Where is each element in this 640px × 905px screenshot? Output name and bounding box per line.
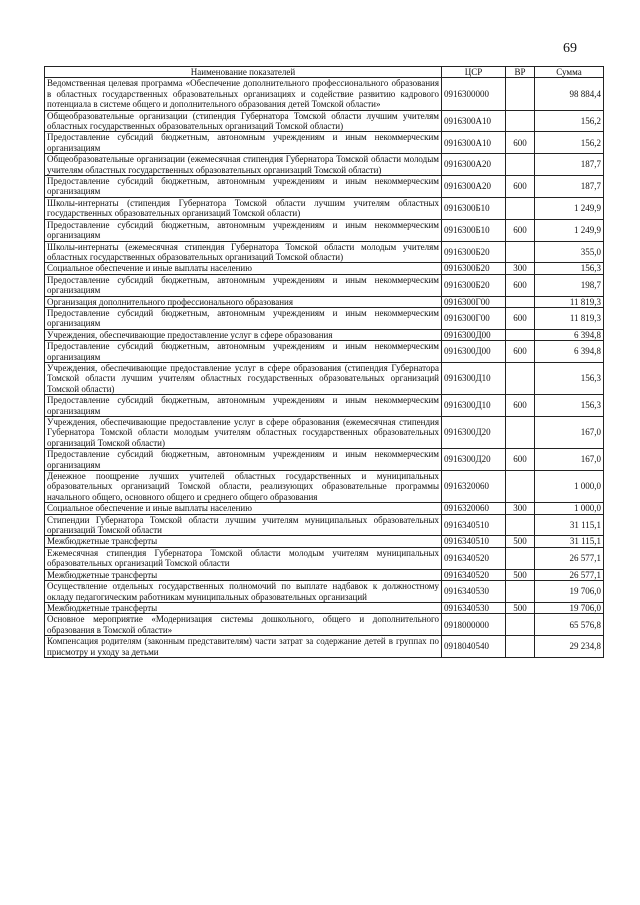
row-name-cell: Денежное поощрение лучших учителей областных государственных и муниципальных образовательных организаций Томской области, реализующих образовательные программы начального общего, основного общего и среднего общего образования: [45, 471, 442, 503]
row-csr-cell: 0916320060: [442, 471, 506, 503]
table-row: [45, 296, 604, 307]
row-sum-cell: 156,2: [535, 110, 604, 132]
row-name-cell: Общеобразовательные организации (стипендия Губернатора Томской области лучшим учителям областных государственных образовательных организаций Томской области): [45, 110, 442, 132]
column-header-sum: Сумма: [535, 67, 604, 78]
row-csr-cell: 0916300Д00: [442, 329, 506, 340]
table-row: [45, 219, 604, 241]
row-sum-cell: 1 249,9: [535, 219, 604, 241]
page-number: 69: [563, 41, 577, 56]
table-row: [45, 263, 604, 274]
row-vr-cell: [506, 417, 535, 449]
row-csr-cell: 0916300Б10: [442, 197, 506, 219]
row-csr-cell: 0916320060: [442, 503, 506, 514]
row-csr-cell: 0916300Д00: [442, 341, 506, 363]
row-sum-cell: 167,0: [535, 449, 604, 471]
column-header-csr: ЦСР: [442, 67, 506, 78]
table-row: [45, 197, 604, 219]
table-row: [45, 581, 604, 603]
row-vr-cell: [506, 471, 535, 503]
row-vr-cell: 300: [506, 263, 535, 274]
row-vr-cell: 600: [506, 219, 535, 241]
row-name-cell: Предоставление субсидий бюджетным, автономным учреждениям и иным некоммерческим организациям: [45, 176, 442, 198]
table-body: [45, 78, 604, 658]
row-vr-cell: 500: [506, 536, 535, 547]
row-vr-cell: 600: [506, 395, 535, 417]
row-name-cell: Учреждения, обеспечивающие предоставление услуг в сфере образования (стипендия Губернатора Томской области лучшим учителям областных государственных образовательных организаций Томской области): [45, 362, 442, 394]
row-csr-cell: 0916300Д20: [442, 417, 506, 449]
row-sum-cell: 29 234,8: [535, 636, 604, 658]
row-name-cell: Школы-интернаты (стипендия Губернатора Томской области лучшим учителям областных государственных образовательных организаций Томской области): [45, 197, 442, 219]
row-name-cell: Учреждения, обеспечивающие предоставление услуг в сфере образования (ежемесячная стипендия Губернатора Томской области молодым учителям областных государственных образовательных организаций Томской области): [45, 417, 442, 449]
table-row: [45, 307, 604, 329]
row-csr-cell: 0916300Д20: [442, 449, 506, 471]
row-name-cell: Общеобразовательные организации (ежемесячная стипендия Губернатора Томской области молодым учителям областных государственных образовательных организаций Томской области): [45, 154, 442, 176]
table-row: [45, 132, 604, 154]
row-name-cell: Межбюджетные трансферты: [45, 602, 442, 613]
row-csr-cell: 0916300А10: [442, 132, 506, 154]
row-name-cell: Школы-интернаты (ежемесячная стипендия Губернатора Томской области молодым учителям областных государственных образовательных организаций Томской области): [45, 241, 442, 263]
table-row: [45, 362, 604, 394]
row-sum-cell: 167,0: [535, 417, 604, 449]
row-sum-cell: 6 394,8: [535, 341, 604, 363]
row-vr-cell: 600: [506, 274, 535, 296]
row-sum-cell: 156,2: [535, 132, 604, 154]
row-name-cell: Ведомственная целевая программа «Обеспечение дополнительного профессионального образования в областных государственных образовательных организациях и содействие развитию кадрового потенциала в системе общего и дополнительного образования детей Томской области»: [45, 78, 442, 110]
row-sum-cell: 65 576,8: [535, 614, 604, 636]
table-row: [45, 514, 604, 536]
row-name-cell: Предоставление субсидий бюджетным, автономным учреждениям и иным некоммерческим организациям: [45, 307, 442, 329]
row-vr-cell: [506, 636, 535, 658]
row-vr-cell: [506, 110, 535, 132]
table-row: [45, 274, 604, 296]
row-name-cell: Предоставление субсидий бюджетным, автономным учреждениям и иным некоммерческим организациям: [45, 274, 442, 296]
row-name-cell: Социальное обеспечение и иные выплаты населению: [45, 503, 442, 514]
row-vr-cell: [506, 329, 535, 340]
row-sum-cell: 156,3: [535, 395, 604, 417]
table-row: [45, 471, 604, 503]
row-csr-cell: 0916300Д10: [442, 395, 506, 417]
table-row: [45, 614, 604, 636]
row-name-cell: Стипендии Губернатора Томской области лучшим учителям муниципальных образовательных организаций Томской области: [45, 514, 442, 536]
row-csr-cell: 0916340520: [442, 569, 506, 580]
table-row: [45, 417, 604, 449]
table-row: [45, 449, 604, 471]
table-row: [45, 569, 604, 580]
column-header-vr: ВР: [506, 67, 535, 78]
row-sum-cell: 156,3: [535, 263, 604, 274]
row-vr-cell: [506, 547, 535, 569]
row-sum-cell: 19 706,0: [535, 581, 604, 603]
row-sum-cell: 26 577,1: [535, 547, 604, 569]
row-csr-cell: 0916340520: [442, 547, 506, 569]
row-csr-cell: 0916300Д10: [442, 362, 506, 394]
row-csr-cell: 0916300000: [442, 78, 506, 110]
table-header-row: [45, 67, 604, 78]
row-name-cell: Предоставление субсидий бюджетным, автономным учреждениям и иным некоммерческим организациям: [45, 449, 442, 471]
table-row: [45, 503, 604, 514]
row-vr-cell: [506, 78, 535, 110]
row-csr-cell: 0916300Г00: [442, 307, 506, 329]
row-vr-cell: 500: [506, 602, 535, 613]
row-name-cell: Осуществление отдельных государственных полномочий по выплате надбавок к должностному окладу педагогическим работникам муниципальных образовательных организаций: [45, 581, 442, 603]
row-csr-cell: 0916340510: [442, 514, 506, 536]
row-vr-cell: [506, 362, 535, 394]
row-sum-cell: 6 394,8: [535, 329, 604, 340]
row-csr-cell: 0916340530: [442, 581, 506, 603]
row-name-cell: Учреждения, обеспечивающие предоставление услуг в сфере образования: [45, 329, 442, 340]
row-sum-cell: 11 819,3: [535, 307, 604, 329]
table-row: [45, 341, 604, 363]
row-sum-cell: 156,3: [535, 362, 604, 394]
row-name-cell: Компенсация родителям (законным представителям) части затрат за содержание детей в группах по присмотру и уходу за детьми: [45, 636, 442, 658]
row-vr-cell: 600: [506, 449, 535, 471]
row-csr-cell: 0916340510: [442, 536, 506, 547]
row-sum-cell: 11 819,3: [535, 296, 604, 307]
row-vr-cell: [506, 241, 535, 263]
table-row: [45, 176, 604, 198]
column-header-name: Наименование показателей: [45, 67, 442, 78]
table-row: [45, 154, 604, 176]
row-name-cell: Основное мероприятие «Модернизация системы дошкольного, общего и дополнительного образования в Томской области»: [45, 614, 442, 636]
row-name-cell: Предоставление субсидий бюджетным, автономным учреждениям и иным некоммерческим организациям: [45, 132, 442, 154]
row-sum-cell: 19 706,0: [535, 602, 604, 613]
table-row: [45, 110, 604, 132]
row-name-cell: Социальное обеспечение и иные выплаты населению: [45, 263, 442, 274]
row-csr-cell: 0916300А20: [442, 154, 506, 176]
row-vr-cell: [506, 197, 535, 219]
row-csr-cell: 0916300А10: [442, 110, 506, 132]
row-name-cell: Предоставление субсидий бюджетным, автономным учреждениям и иным некоммерческим организациям: [45, 341, 442, 363]
row-csr-cell: 0918040540: [442, 636, 506, 658]
row-name-cell: Предоставление субсидий бюджетным, автономным учреждениям и иным некоммерческим организациям: [45, 395, 442, 417]
row-sum-cell: 198,7: [535, 274, 604, 296]
row-csr-cell: 0916300Б20: [442, 241, 506, 263]
row-sum-cell: 26 577,1: [535, 569, 604, 580]
row-sum-cell: 31 115,1: [535, 536, 604, 547]
row-name-cell: Предоставление субсидий бюджетным, автономным учреждениям и иным некоммерческим организациям: [45, 219, 442, 241]
table-row: [45, 536, 604, 547]
row-csr-cell: 0916340530: [442, 602, 506, 613]
table-row: [45, 636, 604, 658]
table-row: [45, 602, 604, 613]
row-csr-cell: 0918000000: [442, 614, 506, 636]
row-vr-cell: [506, 514, 535, 536]
row-vr-cell: 600: [506, 176, 535, 198]
row-vr-cell: 500: [506, 569, 535, 580]
table-row: [45, 329, 604, 340]
row-vr-cell: [506, 614, 535, 636]
row-vr-cell: 300: [506, 503, 535, 514]
row-sum-cell: 187,7: [535, 176, 604, 198]
row-vr-cell: 600: [506, 132, 535, 154]
row-vr-cell: [506, 154, 535, 176]
row-sum-cell: 98 884,4: [535, 78, 604, 110]
row-name-cell: Ежемесячная стипендия Губернатора Томской области молодым учителям муниципальных образовательных организаций Томской области: [45, 547, 442, 569]
table-row: [45, 78, 604, 110]
row-sum-cell: 355,0: [535, 241, 604, 263]
row-vr-cell: 600: [506, 341, 535, 363]
row-name-cell: Межбюджетные трансферты: [45, 569, 442, 580]
row-sum-cell: 31 115,1: [535, 514, 604, 536]
row-name-cell: Межбюджетные трансферты: [45, 536, 442, 547]
row-sum-cell: 1 000,0: [535, 503, 604, 514]
row-csr-cell: 0916300А20: [442, 176, 506, 198]
row-csr-cell: 0916300Г00: [442, 296, 506, 307]
row-vr-cell: [506, 296, 535, 307]
row-sum-cell: 1 249,9: [535, 197, 604, 219]
table-row: [45, 395, 604, 417]
row-vr-cell: 600: [506, 307, 535, 329]
row-csr-cell: 0916300Б20: [442, 274, 506, 296]
table-row: [45, 241, 604, 263]
row-name-cell: Организация дополнительного профессионального образования: [45, 296, 442, 307]
row-sum-cell: 187,7: [535, 154, 604, 176]
row-vr-cell: [506, 581, 535, 603]
row-sum-cell: 1 000,0: [535, 471, 604, 503]
row-csr-cell: 0916300Б10: [442, 219, 506, 241]
budget-table: [44, 66, 604, 658]
row-csr-cell: 0916300Б20: [442, 263, 506, 274]
table-row: [45, 547, 604, 569]
